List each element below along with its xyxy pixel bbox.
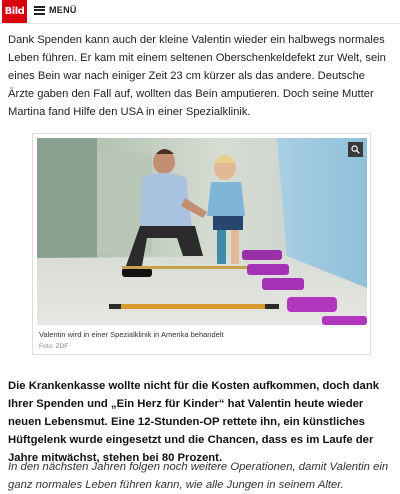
zoom-button[interactable] [348,142,363,157]
menu-label: MENÜ [49,5,77,15]
menu-button[interactable] [34,5,77,15]
photo-illustration [37,138,367,325]
top-navigation-bar [0,0,400,24]
hamburger-icon [34,6,45,15]
article-italic-paragraph: In den nächsten Jahren folgen noch weitere Operationen, damit Valentin ein ganz normales Leben führen kann, wie alle Jungen in seinem Alter. [8,461,389,491]
logo-text: Bild [4,6,25,17]
image-credit: Foto: ZDF [39,343,69,350]
magnifier-icon [351,145,360,154]
article-bold-paragraph: Die Krankenkasse wollte nicht für die Kosten aufkommen, doch dank Ihrer Spenden und „Ein Herz für Kinder“ hat Valentin heute wieder neuen Lebensmut. Eine 12-Stunden-OP rettete ihn, ein künstliches Hüftgelenk wurde eingesetzt und die Chancen, dass es im Laufe der Jahre mitwächst, stehen bei 80 Prozent. [8,380,379,464]
article-intro-paragraph: Dank Spenden kann auch der kleine Valentin wieder ein halbwegs normales Leben führen. Er kam mit einem seltenen Oberschenkeldefekt zur Welt, sein eines Bein war nach einiger Zeit 23 cm kürzer als das andere. Deutsche Ärzte gaben den Fall auf, wollten das Bein amputieren. Doch seine Mutter Martina fand Hilfe den USA in einer Spezialklinik. [8,34,386,118]
bild-logo[interactable] [2,0,27,23]
article-image-card [32,133,371,355]
article-photo[interactable] [37,138,367,325]
image-caption: Valentin wird in einer Spezialklinik in Amerika behandelt [39,330,224,339]
